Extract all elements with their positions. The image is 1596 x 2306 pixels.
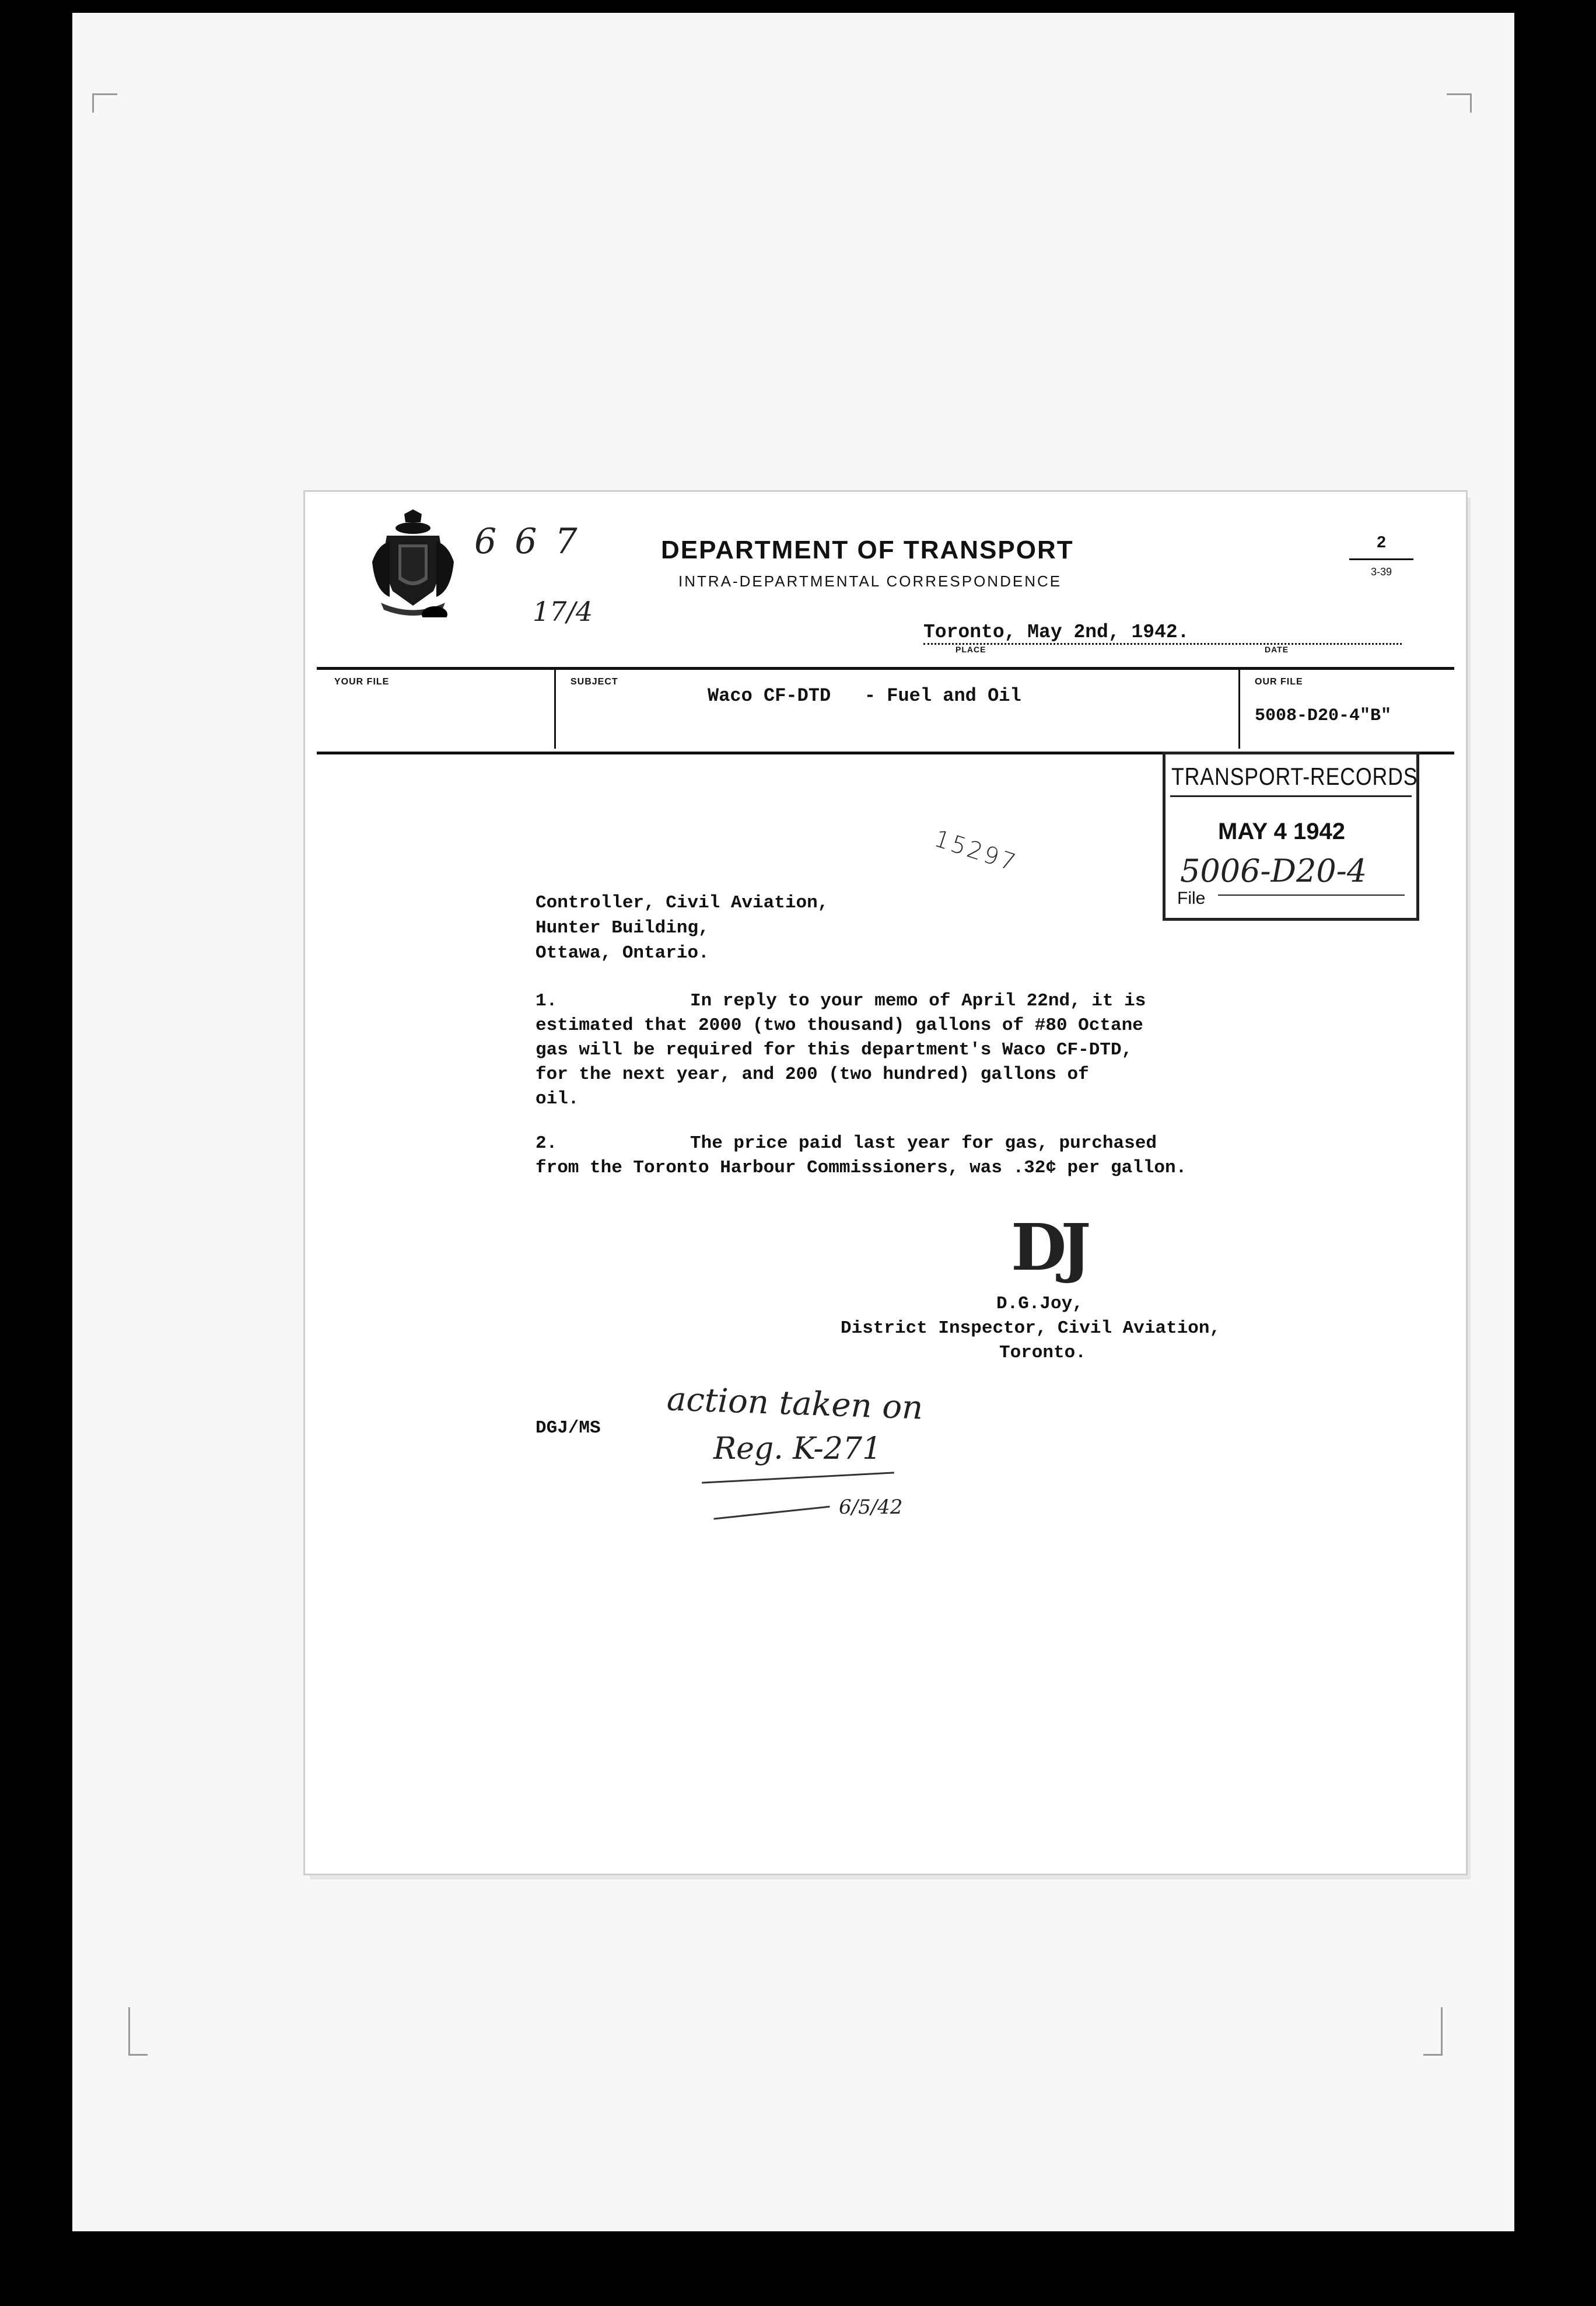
signature-name: D.G.Joy, — [996, 1294, 1083, 1314]
stamp-file-label: File — [1177, 889, 1206, 908]
address-line-1: Controller, Civil Aviation, — [536, 893, 829, 913]
paragraph-1-line-3: gas will be required for this department's Waco CF-DTD, — [536, 1040, 1133, 1060]
form-code: 3-39 — [1370, 566, 1392, 578]
film-border-bottom — [0, 2231, 1596, 2306]
paragraph-2-line-1: The price paid last year for gas, purchased — [690, 1133, 1157, 1154]
film-border-top — [0, 0, 1596, 13]
paragraph-1-line-4: for the next year, and 200 (two hundred) gallons of — [536, 1064, 1089, 1085]
subject-value: Waco CF-DTD - Fuel and Oil — [708, 685, 1021, 707]
signature-title: District Inspector, Civil Aviation, — [841, 1318, 1221, 1339]
coat-of-arms-icon — [369, 509, 457, 617]
signature-city: Toronto. — [999, 1343, 1086, 1363]
memo-sheet — [305, 492, 1466, 1874]
our-file-label: OUR FILE — [1255, 677, 1303, 687]
film-border-left — [0, 0, 72, 2306]
handwritten-registry-number: 15297 — [930, 825, 1021, 878]
address-line-3: Ottawa, Ontario. — [536, 943, 709, 963]
crop-mark-bottom-right — [1423, 2007, 1443, 2056]
place-date-value: Toronto, May 2nd, 1942. — [923, 621, 1189, 643]
paragraph-2-line-2: from the Toronto Harbour Commissioners, was .32¢ per gallon. — [536, 1158, 1187, 1178]
header-fields-table — [317, 667, 1454, 754]
handwritten-note-underline — [702, 1472, 894, 1483]
handwritten-note-line-3: 6/5/42 — [839, 1496, 903, 1519]
handwritten-note-strike — [713, 1506, 830, 1520]
stamp-title: TRANSPORT-RECORDS — [1171, 763, 1418, 790]
handwritten-note-line-1: action taken on — [666, 1380, 924, 1427]
transport-records-stamp — [1163, 752, 1419, 921]
paragraph-1-line-2: estimated that 2000 (two thousand) gallons of #80 Octane — [536, 1015, 1143, 1036]
subject-label: SUBJECT — [570, 677, 618, 687]
paragraph-1-line-5: oil. — [536, 1089, 579, 1109]
signature-initials: DJ — [1011, 1210, 1086, 1285]
paragraph-2-number: 2. — [536, 1133, 558, 1154]
stamp-file-handwritten: 5006-D20-4 — [1180, 852, 1367, 889]
department-title: DEPARTMENT OF TRANSPORT — [661, 536, 1074, 564]
crop-mark-bottom-left — [128, 2007, 148, 2056]
reference-initials: DGJ/MS — [536, 1418, 601, 1438]
your-file-label: YOUR FILE — [334, 677, 390, 687]
place-date-line — [923, 621, 1402, 645]
crop-mark-top-left — [92, 93, 117, 113]
paragraph-1-line-1: In reply to your memo of April 22nd, it is — [690, 991, 1146, 1011]
handwritten-note-line-2: Reg. K-271 — [713, 1431, 882, 1466]
stamp-date: MAY 4 1942 — [1218, 819, 1345, 844]
address-line-2: Hunter Building, — [536, 918, 709, 938]
handwritten-number-top: 6 6 7 — [474, 521, 581, 562]
our-file-value: 5008-D20-4"B" — [1255, 706, 1392, 726]
paragraph-1-number: 1. — [536, 991, 558, 1011]
form-number: 2 — [1377, 533, 1386, 551]
handwritten-fraction: 17/4 — [533, 596, 593, 627]
department-subtitle: INTRA-DEPARTMENTAL CORRESPONDENCE — [678, 572, 1062, 590]
crop-mark-top-right — [1447, 93, 1472, 113]
film-border-right — [1514, 0, 1596, 2306]
date-label: DATE — [1265, 645, 1289, 654]
form-number-box — [1349, 533, 1413, 578]
place-label: PLACE — [956, 645, 986, 654]
